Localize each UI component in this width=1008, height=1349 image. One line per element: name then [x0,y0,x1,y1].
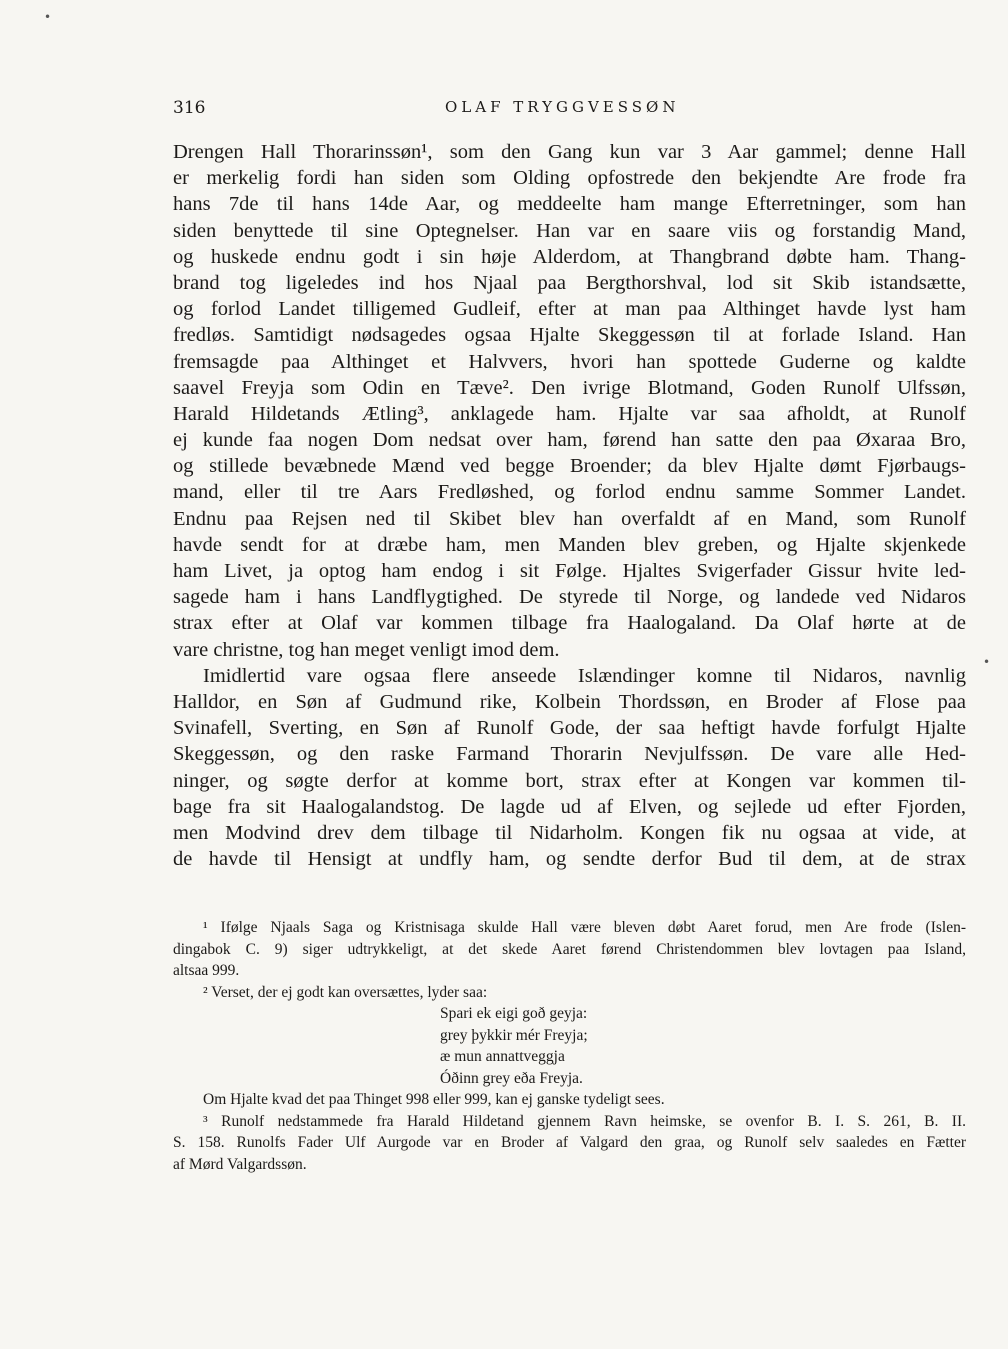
text-line: brand tog ligeledes ind hos Njaal paa Bergthorshval, lod sit Skib istandsætte, [173,271,966,294]
text-line: vare christne, tog han meget venligt imod dem. [173,638,560,661]
text-line: Harald Hildetands Ætling³, anklagede ham. Hjalte var saa afholdt, at Runolf [173,402,966,425]
speck-mark: • [983,655,991,669]
text-line: saavel Freyja som Odin en Tæve². Den ivrige Blotmand, Goden Runolf Ulfssøn, [173,376,966,399]
speck-mark: • [44,10,52,24]
footnote-line: af Mørd Valgardssøn. [173,1155,307,1173]
text-line: men Modvind drev dem tilbage til Nidarholm. Kongen fik nu ogsaa at vide, at [173,821,966,844]
text-line: havde sendt for at dræbe ham, men Manden blev greben, og Hjalte skjenkede [173,533,966,556]
running-title: OLAF TRYGGVESSØN [445,98,680,116]
text-line: bage fra sit Haalogalandstog. De lagde ud af Elven, og sejlede ud efter Fjorden, [173,795,966,818]
footnote-line: S. 158. Runolfs Fader Ulf Aurgode var en Broder af Valgard den graa, og Runolf selv saaledes en Fætter [173,1134,966,1151]
text-line: strax efter at Olaf var kommen tilbage fra Haalogaland. Da Olaf hørte at de [173,612,966,635]
text-line: Endnu paa Rejsen ned til Skibet blev han overfaldt af en Mand, som Runolf [173,507,966,530]
verse-line: grey þykkir mér Freyja; [440,1026,588,1044]
text-line: og huskede endnu godt i sin høje Alderdom, at Thangbrand døbte ham. Thang- [173,245,966,268]
text-line: Skeggessøn, og den raske Farmand Thorarin Nevjulfssøn. De vare alle Hed- [173,743,966,766]
text-line: fremsagde paa Althinget et Halvvers, hvori han spottede Guderne og kaldte [173,350,966,373]
text-line: ninger, og søgte derfor at komme bort, strax efter at Kongen var kommen til- [173,769,966,792]
verse-line: æ mun annattveggja [440,1048,565,1065]
text-line: ham Livet, ja optog ham endog i sit Følge. Hjaltes Svigerfader Gissur hvite led- [173,560,966,582]
text-line: sagede ham i hans Landflygtighed. De styrede til Norge, og landede ved Nidaros [173,586,966,609]
footnote-line: ² Verset, der ej godt kan oversættes, lyder saa: [203,983,488,1001]
text-line: og forlod Landet tilligemed Gudleif, efter at man paa Althinget havde lyst ham [173,298,966,321]
text-line: er merkelig fordi han siden som Olding opfostrede den bekjendte Are frode fra [173,167,966,190]
text-line: de havde til Hensigt at undfly ham, og sendte derfor Bud til dem, at de strax [173,848,966,871]
text-line: siden benyttede til sine Optegnelser. Han var en saare viis og forstandig Mand, [173,219,966,242]
text-line: og stillede bevæbnede Mænd ved begge Broender; da blev Hjalte dømt Fjørbaugs- [173,455,966,478]
text-line: ej kunde faa nogen Dom nedsat over ham, førend han satte den paa Øxaraa Bro, [173,429,966,452]
footnotes [173,917,966,1175]
text-line: hans 7de til hans 14de Aar, og meddeelte ham mange Efterretninger, som han [173,193,966,216]
footnote-line: altsaa 999. [173,962,240,979]
text-line: fredløs. Samtidigt nødsagedes ogsaa Hjalte Skeggessøn til at forlade Island. Han [173,324,966,347]
page-number: 316 [173,98,206,118]
text-line: Halldor, en Søn af Gudmund rike, Kolbein Thordssøn, en Broder af Flose paa [173,690,966,713]
text-line: Svinafell, Sverting, en Søn af Runolf Gode, der saa heftigt havde forfulgt Hjalte [173,717,966,740]
footnote-line: Om Hjalte kvad det paa Thinget 998 eller 999, kan ej ganske tydeligt sees. [203,1091,665,1108]
footnote-line: ³ Runolf nedstammede fra Harald Hildetand gjennem Ravn heimske, se ovenfor B. I. S. 261, B. II. [203,1112,966,1130]
main-text [173,139,966,872]
footnote-line: dingabok C. 9) siger udtrykkeligt, at det skede Aaret førend Christendommen blev lovtagen paa Island, [173,940,966,958]
text-line: mand, eller til tre Aars Fredløshed, og forlod endnu samme Sommer Landet. [173,481,966,504]
page-header [173,98,966,122]
verse-line: Óðinn grey eða Freyja. [440,1069,583,1087]
text-line: Imidlertid vare ogsaa flere anseede Islændinger komne til Nidaros, navnlig [203,664,966,687]
verse-line: Spari ek eigi goð geyja: [440,1005,588,1022]
footnote-line: ¹ Ifølge Njaals Saga og Kristnisaga skulde Hall være bleven døbt Aaret forud, men Are frode (Islen- [203,919,966,936]
text-line: Drengen Hall Thorarinssøn¹, som den Gang kun var 3 Aar gammel; denne Hall [173,141,966,163]
